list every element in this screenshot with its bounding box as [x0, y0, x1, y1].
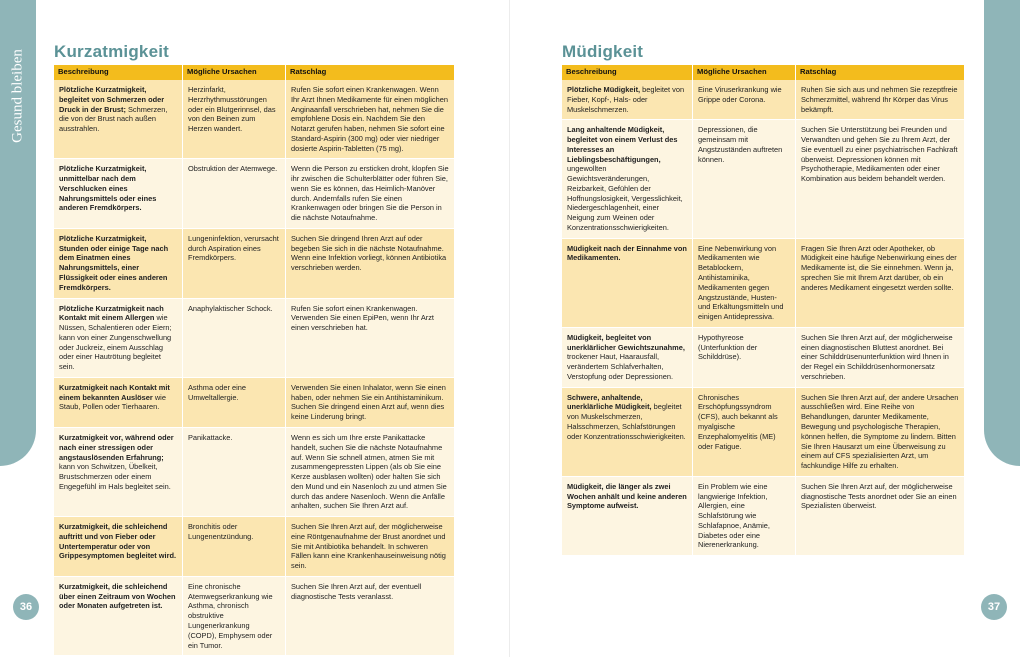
description-emphasis: Plötzliche Kurzatmigkeit nach Kontakt mit einem Allergen	[59, 303, 164, 323]
description-cell	[54, 229, 183, 299]
table-row	[54, 378, 455, 428]
cause-cell: Lungeninfektion, verursacht durch Aspiration eines Fremdkörpers.	[183, 229, 286, 299]
table-row	[54, 229, 455, 299]
cause-cell: Eine Viruserkrankung wie Grippe oder Corona.	[693, 80, 796, 120]
cause-cell: Chronisches Erschöpfungssyndrom (CFS), auch bekannt als myalgische Enzephalomyelitis (ME) oder Fatigue.	[693, 388, 796, 477]
description-cell	[562, 328, 693, 388]
description-cell	[562, 388, 693, 477]
cause-cell: Anaphylaktischer Schock.	[183, 299, 286, 378]
advice-cell: Rufen Sie sofort einen Krankenwagen. Verwenden Sie einen EpiPen, wenn Ihr Arzt einen verschrieben hat.	[286, 299, 455, 378]
description-cell	[54, 378, 183, 428]
table-row	[562, 477, 965, 556]
table-row	[54, 428, 455, 517]
description-emphasis: Plötzliche Müdigkeit,	[567, 85, 641, 94]
page-title-left: Kurzatmigkeit	[54, 42, 170, 61]
page-number-right: 37	[981, 594, 1007, 620]
cause-cell: Herzinfarkt, Herzrhythmusstörungen oder ein Blutgerinnsel, das von den Beinen zum Herzen wandert.	[183, 80, 286, 159]
table-header-row	[54, 65, 455, 80]
description-cell	[54, 517, 183, 577]
description-text: wie Staub, Pollen oder Tierhaaren.	[59, 392, 166, 412]
description-cell	[562, 120, 693, 238]
description-emphasis: Lang anhaltende Müdigkeit, begleitet von einem Verlust des Interesses an Lieblingsbeschäftigungen,	[567, 125, 678, 164]
description-emphasis: Kurzatmigkeit nach Kontakt mit einem bekannten Auslöser	[59, 382, 170, 402]
description-text: kann von Schwitzen, Übelkeit, Brustschmerzen oder einem Engegefühl im Hals begleitet sein.	[59, 462, 171, 491]
description-cell	[562, 477, 693, 556]
description-text: trockener Haut, Haarausfall, verändertem Schlafverhalten, Verstopfung oder Depressionen.	[567, 352, 674, 381]
right-page	[510, 0, 1020, 657]
column-header: Ratschlag	[286, 65, 455, 80]
description-emphasis: Müdigkeit, begleitet von unerklärlicher Gewichtszunahme,	[567, 332, 685, 352]
table-row	[562, 80, 965, 120]
advice-cell: Suchen Sie dringend Ihren Arzt auf oder begeben Sie sich in die nächste Notaufnahme. Wenn eine Infektion vorliegt, können Antibiotika verschrieben werden.	[286, 229, 455, 299]
table-kurzatmigkeit	[54, 65, 455, 656]
description-emphasis: Müdigkeit, die länger als zwei Wochen anhält und keine anderen Symptome aufweist.	[567, 481, 687, 511]
description-emphasis: Schwere, anhaltende, unerklärliche Müdigkeit,	[567, 392, 652, 412]
description-text: begleitet von Muskelschmerzen, Halsschmerzen, Schlafstörungen oder Konzentrationsschwierigkeiten.	[567, 402, 686, 441]
description-text: ungewollten Gewichtsveränderungen, Reizbarkeit, Gefühlen der Hoffnungslosigkeit, Vergesslichkeit, Niedergeschlagenheit, einer Neigung zum Weinen oder Konzentrationsschwierigkeiten.	[567, 164, 683, 232]
advice-cell: Wenn die Person zu ersticken droht, klopfen Sie ihr zwischen die Schulterblätter oder führen Sie, wenn Sie es können, das Heimlich-Manöver durch. Andernfalls rufen Sie einen Krankenwagen oder bringen Sie die Person in die nächste Notaufnahme.	[286, 159, 455, 229]
description-emphasis: Plötzliche Kurzatmigkeit, Stunden oder einige Tage nach dem Einatmen eines Nahrungsmittels, einer Flüssigkeit oder eines anderen Fremdkörpers.	[59, 233, 169, 292]
description-cell	[54, 80, 183, 159]
description-text: wie Nüssen, Schalentieren oder Eiern; kann von einer Zungenschwellung oder Juckreiz, einem Ausschlag oder einer Hautrötung begleitet sein.	[59, 313, 172, 372]
description-emphasis: Kurzatmigkeit vor, während oder nach einer stressigen oder angstauslösenden Erfahrung;	[59, 432, 174, 462]
description-emphasis: Plötzliche Kurzatmigkeit, unmittelbar nach dem Verschlucken eines Nahrungsmittels oder eines anderen Fremdkörpers.	[59, 164, 157, 213]
advice-cell: Suchen Sie Ihren Arzt auf, der möglicherweise diagnostische Tests anordnet oder Sie an einen Spezialisten überweist.	[796, 477, 965, 556]
table-row	[54, 80, 455, 159]
description-cell	[54, 577, 183, 656]
table-row	[562, 388, 965, 477]
advice-cell: Rufen Sie sofort einen Krankenwagen. Wenn Ihr Arzt Ihnen Medikamente für einen möglichen Anginaanfall verschrieben hat, nehmen Sie die empfohlene Dosis ein. Nachdem Sie den Notarzt gerufen haben, nehmen Sie sofort eine Standard-Aspirin (300 mg) oder vier niedriger dosierte Aspirin-Tabletten (75 mg).	[286, 80, 455, 159]
table-row	[54, 159, 455, 229]
side-label-left: Gesund bleiben	[9, 49, 26, 143]
table-row	[562, 328, 965, 388]
description-text: Schmerzen, die von der Brust nach außen ausstrahlen.	[59, 104, 168, 134]
description-emphasis: Müdigkeit nach der Einnahme von Medikamenten.	[567, 243, 687, 263]
column-header: Mögliche Ursachen	[183, 65, 286, 80]
cause-cell: Asthma oder eine Umweltallergie.	[183, 378, 286, 428]
table-row	[54, 299, 455, 378]
page-title-right: Müdigkeit	[562, 42, 644, 61]
cause-cell: Bronchitis oder Lungenentzündung.	[183, 517, 286, 577]
page-number-left: 36	[13, 594, 39, 620]
description-cell	[562, 80, 693, 120]
advice-cell: Suchen Sie Ihren Arzt auf, der eventuell diagnostische Tests veranlasst.	[286, 577, 455, 656]
cause-cell: Depressionen, die gemeinsam mit Angstzuständen auftreten können.	[693, 120, 796, 238]
description-cell	[54, 428, 183, 517]
column-header: Mögliche Ursachen	[693, 65, 796, 80]
column-header: Beschreibung	[54, 65, 183, 80]
table-row	[562, 120, 965, 238]
description-text: begleitet von Fieber, Kopf-, Hals- oder Muskelschmerzen.	[567, 85, 685, 114]
side-tab-left	[0, 0, 36, 466]
column-header: Beschreibung	[562, 65, 693, 80]
side-tab-right	[984, 0, 1020, 466]
advice-cell: Fragen Sie Ihren Arzt oder Apotheker, ob Müdigkeit eine häufige Nebenwirkung eines der Medikamente ist, die Sie einnehmen. Wenn ja, sprechen Sie mit Ihrem Arzt darüber, ob ein anderes Medikament eingesetzt werden sollte.	[796, 239, 965, 328]
cause-cell: Obstruktion der Atemwege.	[183, 159, 286, 229]
table-row	[54, 577, 455, 656]
advice-cell: Suchen Sie Unterstützung bei Freunden und Verwandten und gehen Sie zu Ihrem Arzt, der Sie eventuell zu einer psychiatrischen Fachkraft überweist. Depressionen können mit Psychotherapie, Medikamenten oder einer Kombination aus beidem behandelt werden.	[796, 120, 965, 238]
cause-cell: Eine Nebenwirkung von Medikamenten wie Betablockern, Antihistaminika, Medikamenten gegen Angstzustände, Husten- und Erkältungsmitteln und einigen Antidepressiva.	[693, 239, 796, 328]
description-emphasis: Plötzliche Kurzatmigkeit, begleitet von Schmerzen oder Druck in der Brust;	[59, 85, 165, 114]
description-emphasis: Kurzatmigkeit, die schleichend über einen Zeitraum von Wochen oder Monaten aufgetreten ist.	[59, 581, 176, 611]
table-row	[562, 239, 965, 328]
advice-cell: Ruhen Sie sich aus und nehmen Sie rezeptfreie Schmerzmittel, während Ihr Körper das Virus bekämpft.	[796, 80, 965, 120]
cause-cell: Ein Problem wie eine langwierige Infektion, Allergien, eine Schlafstörung wie Schlafapnoe, Anämie, Diabetes oder eine Nierenerkrankung.	[693, 477, 796, 556]
description-cell	[54, 159, 183, 229]
cause-cell: Panikattacke.	[183, 428, 286, 517]
table-muedigkeit	[562, 65, 965, 556]
description-cell	[562, 239, 693, 328]
column-header: Ratschlag	[796, 65, 965, 80]
advice-cell: Wenn es sich um Ihre erste Panikattacke handelt, suchen Sie die nächste Notaufnahme auf. Wenn Sie schnell atmen, atmen Sie mit zusammengepressten Lippen (als ob Sie eine Kerze ausblasen wollten) oder halten Sie sich den Mund und ein Nasenloch zu und atmen Sie durch das andere Nasenloch. Wenn die Anfälle anhalten, suchen Sie Ihren Arzt auf.	[286, 428, 455, 517]
description-emphasis: Kurzatmigkeit, die schleichend auftritt und von Fieber oder Untertemperatur oder von Grippesymptomen begleitet wird.	[59, 522, 177, 561]
advice-cell: Verwenden Sie einen Inhalator, wenn Sie einen haben, oder nehmen Sie ein Antihistaminikum. Suchen Sie dringend einen Arzt auf, wenn dies keine Linderung bringt.	[286, 378, 455, 428]
cause-cell: Eine chronische Atemwegserkrankung wie Asthma, chronisch obstruktive Lungenerkrankung (COPD), Emphysem oder ein Tumor.	[183, 577, 286, 656]
description-cell	[54, 299, 183, 378]
advice-cell: Suchen Sie Ihren Arzt auf, der möglicherweise eine Röntgenaufnahme der Brust anordnet und Sie mit Antibiotika behandelt. In schweren Fällen kann eine Krankenhauseinweisung nötig sein.	[286, 517, 455, 577]
cause-cell: Hypothyreose (Unterfunktion der Schilddrüse).	[693, 328, 796, 388]
advice-cell: Suchen Sie Ihren Arzt auf, der möglicherweise einen diagnostischen Bluttest anordnet. Bei einer Schilddrüsenunterfunktion wird Ihnen in der Regel ein Schilddrüsenhormonersatz verschrieben.	[796, 328, 965, 388]
advice-cell: Suchen Sie Ihren Arzt auf, der andere Ursachen ausschließen wird. Eine Reihe von Behandlungen, darunter Medikamente, Bewegung und psychologische Therapien, können helfen, die Symptome zu lindern. Bitten Sie Ihren Hausarzt um eine Überweisung zu einem auf CFS spezialisierten Arzt, um fachkundige Hilfe zu erhalten.	[796, 388, 965, 477]
table-header-row	[562, 65, 965, 80]
table-row	[54, 517, 455, 577]
